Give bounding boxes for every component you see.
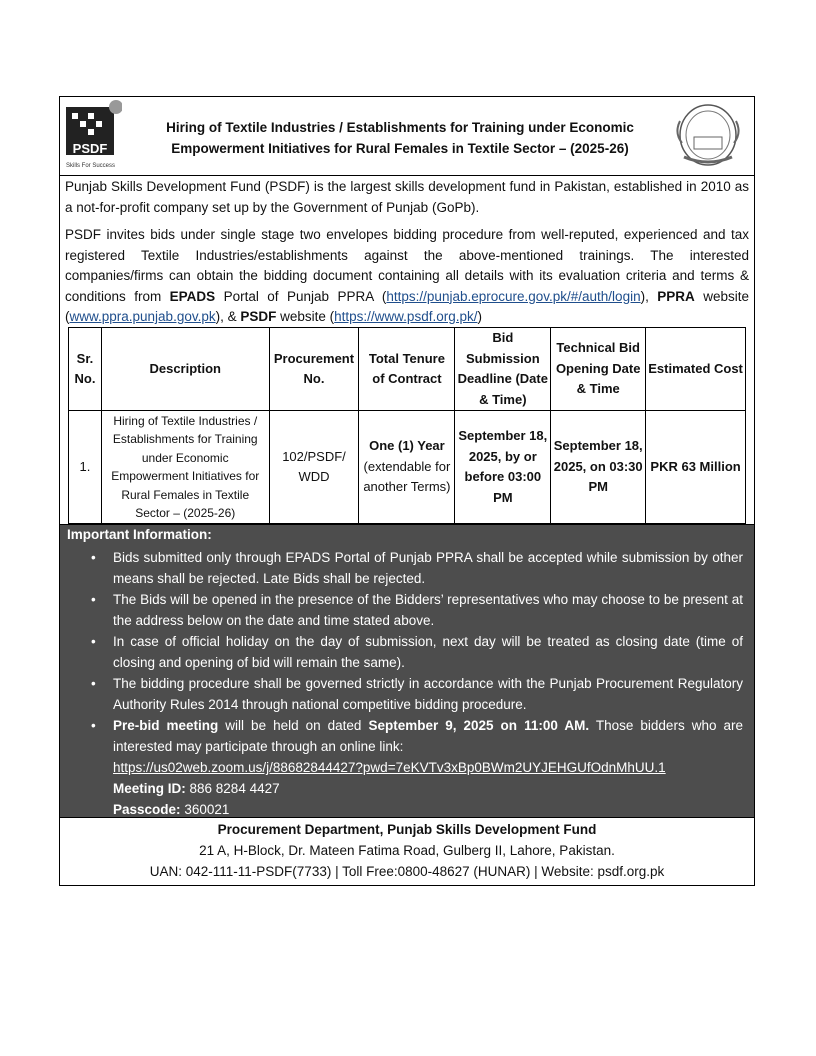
zoom-link[interactable]: https://us02web.zoom.us/j/88682844427?pwd=7eKVTv3xBp0BWm2UYJEHGUfOdnMhUU.1: [113, 760, 666, 775]
ppra-link[interactable]: www.ppra.punjab.gov.pk: [69, 309, 216, 324]
title-line-2: Empowerment Initiatives for Rural Females in Textile Sector – (2025-26): [171, 141, 629, 156]
title-line-1: Hiring of Textile Industries / Establishments for Training under Economic: [166, 120, 634, 135]
logo-text: PSDF: [72, 141, 108, 156]
list-item-prebid: • Pre-bid meeting will be held on dated September 9, 2025 on 11:00 AM. Those bidders who are interested may participate through an online link: https://us02web.zoom.us/j/88682844427?pwd=7eKVTv3xBp0BWm2UYJEHGUfOdnMhUU.1: [91, 718, 743, 775]
footer: [60, 819, 754, 882]
invitation-paragraph: PSDF invites bids under single stage two envelopes bidding procedure from well-reputed, experienced and tax registered Textile Industries/establishments against the above-mentioned trainings. The interested companies/firms can obtain the bidding document containing all details with its evaluation criteria and terms & conditions from EPADS Portal of Punjab PPRA (https://punjab.eprocure.gov.pk/#/auth/login), PPRA website (www.ppra.punjab.gov.pk), & PSDF website (https://www.psdf.org.pk/): [65, 227, 750, 324]
cell-cost: PKR 63 Million: [646, 411, 746, 524]
page-title: [140, 117, 660, 159]
col-header-deadline: Bid Submission Deadline (Date & Time): [455, 328, 551, 411]
col-header-cost: Estimated Cost: [646, 328, 746, 411]
list-item: • The bidding procedure shall be governed strictly in accordance with the Punjab Procurement Regulatory Authority Rules 2014 through national competitive bidding procedure.: [91, 676, 743, 712]
info-heading: Important Information:: [67, 527, 212, 542]
col-header-description: Description: [101, 328, 269, 411]
important-info-panel: [60, 524, 754, 818]
footer-department: Procurement Department, Punjab Skills Development Fund: [217, 822, 597, 837]
col-header-sr: Sr. No.: [69, 328, 102, 411]
meeting-id: Meeting ID: 886 8284 4427: [113, 781, 280, 796]
list-item: • Bids submitted only through EPADS Portal of Punjab PPRA shall be accepted while submission by other means shall be rejected. Late Bids shall be rejected.: [91, 550, 743, 586]
list-item: • In case of official holiday on the day of submission, next day will be treated as closing date (time of closing and opening of bid will remain the same).: [91, 634, 743, 670]
table-row: [69, 411, 746, 524]
logo-tagline: Skills For Success: [66, 163, 116, 169]
cell-opening: September 18, 2025, on 03:30 PM: [551, 411, 646, 524]
cell-tenure: One (1) Year (extendable for another Terms): [359, 411, 455, 524]
info-list: [60, 547, 743, 820]
eprocure-link[interactable]: https://punjab.eprocure.gov.pk/#/auth/login: [386, 288, 641, 304]
intro-paragraph: Punjab Skills Development Fund (PSDF) is the largest skills development fund in Pakistan, established in 2010 as a not-for-profit company set up by the Government of Punjab (GoPb).: [65, 179, 749, 215]
col-header-procurement: Procurement No.: [269, 328, 359, 411]
cell-sr: 1.: [69, 411, 102, 524]
bid-table: [68, 327, 746, 524]
header: [60, 97, 754, 176]
passcode: Passcode: 360021: [113, 802, 230, 817]
cell-description: Hiring of Textile Industries / Establishments for Training under Economic Empowerment Initiatives for Rural Females in Textile Sector – (2025-26): [101, 411, 269, 524]
list-item: • The Bids will be opened in the presence of the Bidders’ representatives who may choose to be present at the address below on the date and time stated above.: [91, 592, 743, 628]
col-header-tenure: Total Tenure of Contract: [359, 328, 455, 411]
footer-contact: UAN: 042-111-11-PSDF(7733) | Toll Free:0800-48627 (HUNAR) | Website: psdf.org.pk: [149, 864, 665, 879]
psdf-logo: [66, 99, 122, 171]
punjab-government-seal: [668, 99, 748, 171]
table-header-row: [69, 328, 746, 411]
psdf-link[interactable]: https://www.psdf.org.pk/: [334, 309, 478, 324]
advertisement-frame: [59, 96, 755, 886]
cell-deadline: September 18, 2025, by or before 03:00 PM: [455, 411, 551, 524]
footer-address: 21 A, H-Block, Dr. Mateen Fatima Road, Gulberg II, Lahore, Pakistan.: [199, 843, 615, 858]
col-header-opening: Technical Bid Opening Date & Time: [551, 328, 646, 411]
cell-procurement: 102/PSDF/ WDD: [269, 411, 359, 524]
